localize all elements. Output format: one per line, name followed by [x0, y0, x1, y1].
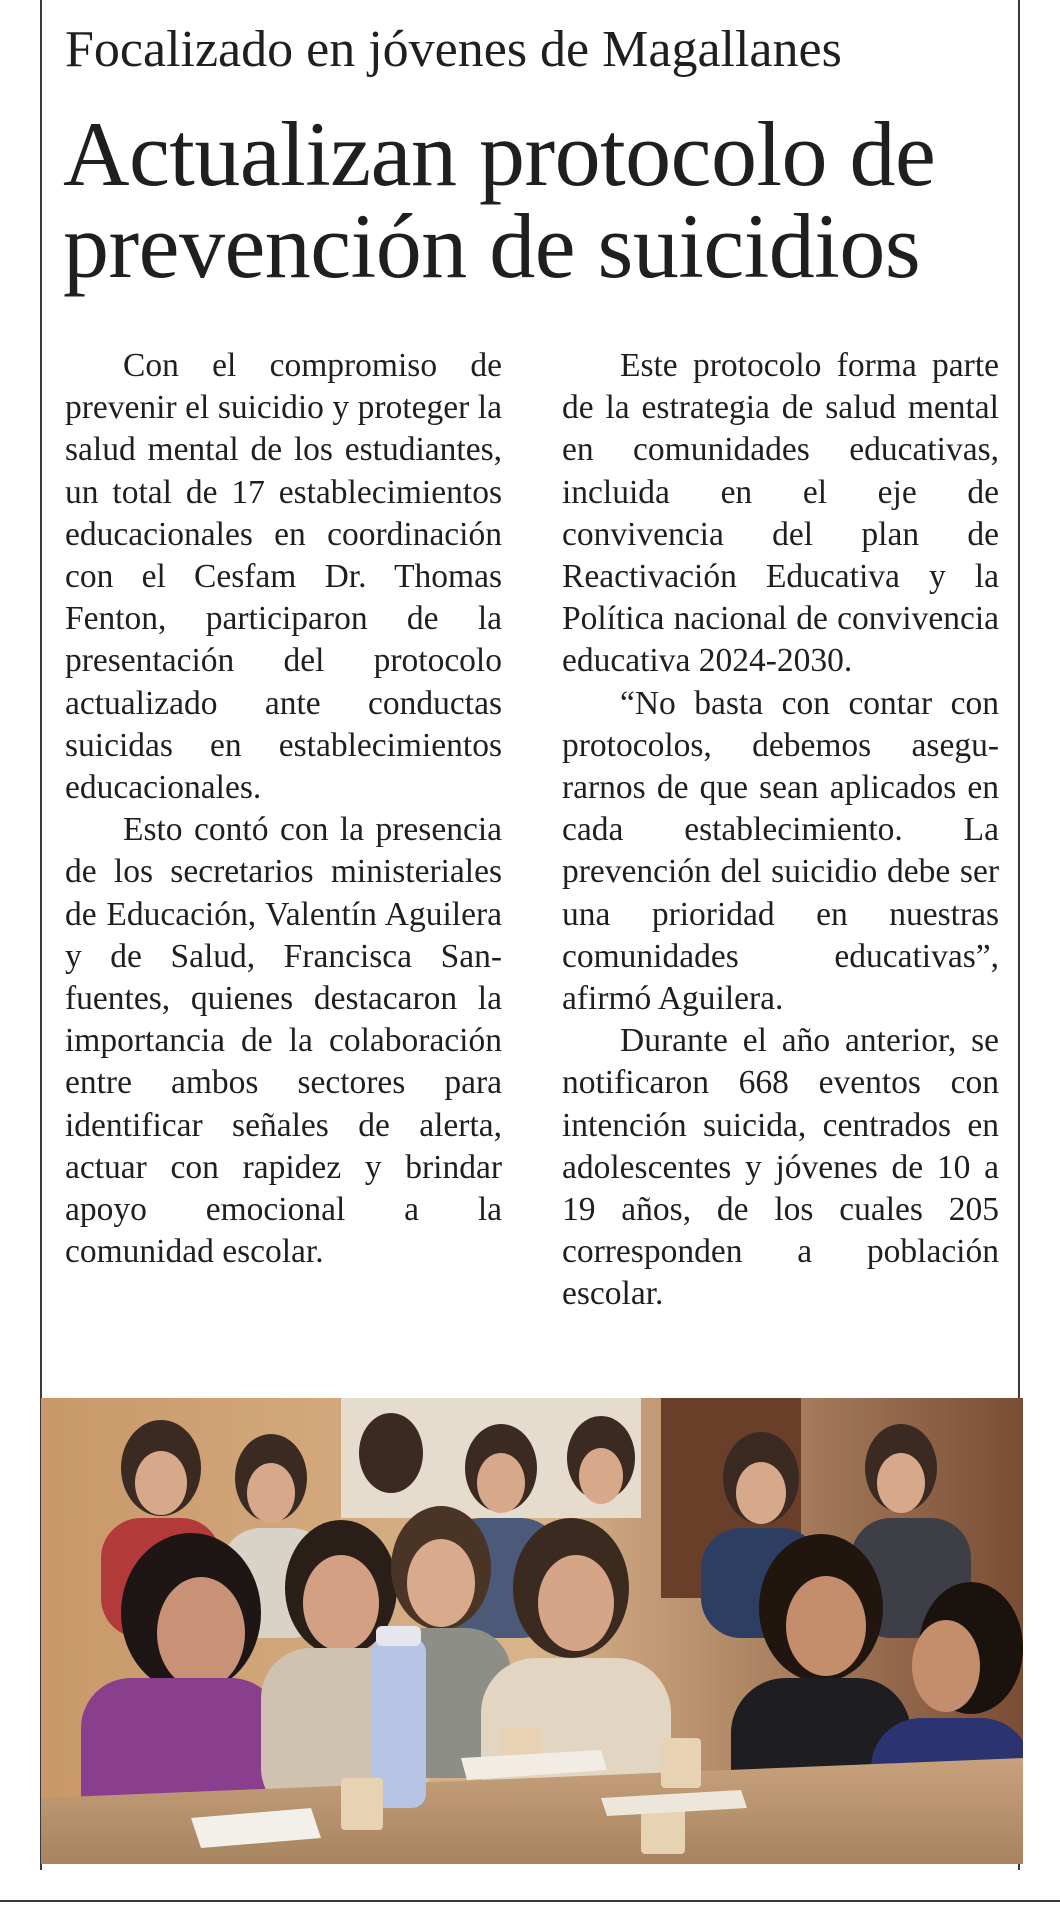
kicker: Focalizado en jóvenes de Magallanes [65, 21, 842, 78]
column-right [562, 345, 999, 1316]
headline-line-2: prevención de suicidios [63, 195, 921, 297]
headline-line-1: Actualizan protocolo de [63, 103, 936, 205]
paragraph: Este protocolo forma parte de la estrategia de salud mental en comunidades educativas, incluida en el eje de convivencia del plan de Reactivación Educativa y la Política nacional de convivencia educativa 2024-2030. [562, 347, 999, 680]
paragraph: Durante el año anterior, se notificaron 668 eventos con intención suicida, centrados en adolescentes y jóvenes de 10 a 19 años, de los cuales 205 corresponden a población escolar. [562, 1022, 999, 1313]
meeting-photo [41, 1398, 1023, 1864]
paragraph: Esto contó con la presencia de los secretarios ministeriales de Educación, Valentín Aguilera y de Salud, Francisca Sanfuentes, quienes destacaron la importancia de la colaboración entre ambos sectores para identificar señales de alerta, actuar con rapidez y brindar apoyo emocional a la comunidad escolar. [65, 811, 502, 1271]
bottom-rule [0, 1900, 1060, 1902]
paragraph: “No basta con contar con protocolos, debemos asegurarnos de que sean aplicados en cada establecimiento. La prevención del suicidio debe ser una prioridad en nuestras comunidades educativas”, afirmó Aguilera. [562, 684, 999, 1018]
headline [63, 103, 1003, 297]
paragraph: Con el compromiso de prevenir el suicidio y proteger la salud mental de los estudiantes, un total de 17 establecimientos educacionales en coordinación con el Cesfam Dr. Thomas Fenton, participaron de la presentación del protocolo actualizado ante conductas suicidas en establecimientos educacionales. [65, 347, 502, 807]
column-left [65, 345, 502, 1273]
